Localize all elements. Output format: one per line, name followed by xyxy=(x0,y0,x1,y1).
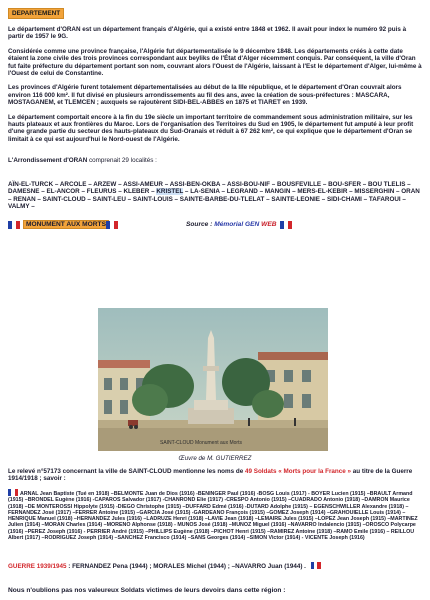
paragraph-4: Le département comportait encore à la fin du 19e siècle un important territoire de commandement sous administration militaire, sur les hauts plateaux et aux frontières du Maroc. Lors de l'organisation des Territoires du Sud en 1905, le département fut amputé à leur profit d'une grande partie du secteur des hauts-plateaux du Sud-Oranais et réduit à 67 262 km², ce qui explique que le département d'Oran se limitait à ce qui est aujourd'hui le Nord-ouest de l'Algérie. xyxy=(8,113,414,143)
arrondissement-label: L'Arrondissement d'ORAN xyxy=(8,157,88,165)
french-flag-icon xyxy=(8,221,20,229)
paragraph-2: Considérée comme une province française, l'Algérie fut départementalisée le 9 décembre 1848. Les départements créés à cette date étaient la zone civile des trois provinces correspondant aux beyliks de l'État d'Alger récemment conquis. Par conséquent, la ville d'Oran fut faite préfecture du département portant son nom, couvrant alors l'Ouest de l'Algérie, laissant à l'Est le département d'Alger, lui-même à l'Ouest de celui de Constantine. xyxy=(8,47,422,78)
french-flag-icon xyxy=(311,562,321,569)
french-flag-icon xyxy=(8,489,18,496)
photo-caption: SAINT-CLOUD Monument aux Morts xyxy=(160,440,242,446)
source-gen: GEN xyxy=(245,221,260,229)
arrondissement-line xyxy=(8,157,422,164)
guerre-1939-line xyxy=(8,562,422,570)
photo-credit: Œuvre de M. GUTIERREZ xyxy=(178,455,252,462)
section-header: DEPARTEMENT xyxy=(8,8,64,19)
monument-row xyxy=(8,220,422,232)
paragraph-3: Les provinces d'Algérie furent totalement départementalisées au début de la IIIe république, et le département d'Oran couvrait alors environ 116 000 km². Il fut divisé en plusieurs arrondissements au fil des ans, avec la création de sous-préfectures : MASCARA, MOSTAGANEM, et TLEMCEN ; auxquels se rajoutèrent SIDI-BEL-ABBES en 1875 et TIARET en 1939. xyxy=(8,84,402,107)
source-line: Source : Mémorial GEN WEB xyxy=(186,221,277,229)
localities-after: – LA-SENIA – LEGRAND – MANGIN – MERS-EL-KEBIR – MISSERGHIN – ORAN – RENAN – SAINT-CLOUD – SAINT-LEU – SAINT-LOUIS – SAINTE-BARBE-DU-TLELAT – SAINTE-LEONIE – SIDI-CHAMI – TAFAROUI – VALMY – xyxy=(8,188,420,210)
french-flag-icon xyxy=(106,221,118,229)
soldiers-1914-text: ARNAL Jean Baptiste (Tué en 1918) –BELMONTE Juan de Dios (1916) -BENINGER Paul (1916) -BOSG Louis (1917) - BOYER Lucien (1915) –BRAULT Armand (1915) –BRONDEL Eugène (1916) -CAPAROS Salvador (1917) -CHANROND Elie (1917) -CRESPO Antonio (1915) –CUADRADO Antonio (1918) –DAMRON Maurice (1918) –DE MONTEROSSI Hippolyte (1915) -DIEGO Christophe (1915) –DUFFARD Edmé (1916) -DUTARD Adolphe (1915) – EGENSCHWILLER Alexandre (1918) –FERNANDEZ José (1917) –FERRER Antoine (1915) –GARCIA José (1915) -GARDEANO François (1915) –GOMEZ Joseph (1914) –GRAHOUIELLE Louis (1914) –HENRIQUE Manuel (1918) –HERNANDEZ Jules (1916) –LADRUZE Henri (1918) –LAVIE Jean (1918) –LEMAIRE Jules (1915) –LOPEZ Jean Joseph (1915) –MARTINEZ Julien (1914) –MORAN Charles (1914) –MORENO Alphonse (1918) - MUNOS José (1918) –MUNOZ Miguel (1916) –NAVARRO Indalencio (1915) –OROSCO Polycarpe (1916) –PEREZ Joseph (1916) - PERRIER André (1915) –PHILLIPS Eugène (1918) –PICHOT Henri (1915) –RAMIREZ Antoine (1918) –RAMO Emile (1916) – REILLOU Albert (1917) –RODRIGUEZ Joseph (1914) –SANCHEZ Francisco (1914) –SANS Georges (1914) –SIMON Victor (1914) - VICENTE Joseph (1916) xyxy=(8,491,418,542)
soldiers-1914-list xyxy=(8,489,424,541)
guerre-1939-label: GUERRE 1939/1945 xyxy=(8,563,67,570)
localities-list xyxy=(8,181,422,211)
source-web: WEB xyxy=(261,221,277,229)
localities-before: AÏN-EL-TURCK – ARCOLE – ARZEW – ASSI-AMEUR – ASSI-BEN-OKBA – ASSI-BOU-NIF – BOUSFEVILLE – BOU-SFER – BOU TLELIS – DAMESNE – EL-ANCOR – FLEURUS – KLEBER – xyxy=(8,180,411,196)
releve-line: Le relevé n°57173 concernant la ville de SAINT-CLOUD mentionne les noms de 49 Soldats « Morts pour la France » au titre de la Guerre 1914/1918 ; savoir : xyxy=(8,468,413,483)
monument-label: MONUMENT AUX MORTS xyxy=(23,220,109,229)
monument-photo-illustration xyxy=(98,308,328,451)
monument-photo xyxy=(98,308,328,451)
arrondissement-text: comprenait 29 localités : xyxy=(87,157,157,165)
releve-highlight: 49 Soldats « Morts pour la France » xyxy=(244,468,352,475)
paragraph-1: Le département d'ORAN est un département français d'Algérie, qui a existé entre 1848 et 1962. Il avait pour index le numéro 92 puis à partir de 1957 le 9G. xyxy=(8,26,407,41)
source-link[interactable]: Mémorial xyxy=(214,221,244,229)
footer-line: Nous n'oublions pas nos valeureux Soldats victimes de leurs devoirs dans cette région : xyxy=(8,587,286,594)
french-flag-icon xyxy=(280,221,292,229)
guerre-1939-text: : FERNANDEZ Pena (1944) ; MORALES Michel (1944) ; –NAVARRO Juan (1944) . xyxy=(66,563,306,570)
localities-highlight: KRISTEL xyxy=(156,188,184,196)
